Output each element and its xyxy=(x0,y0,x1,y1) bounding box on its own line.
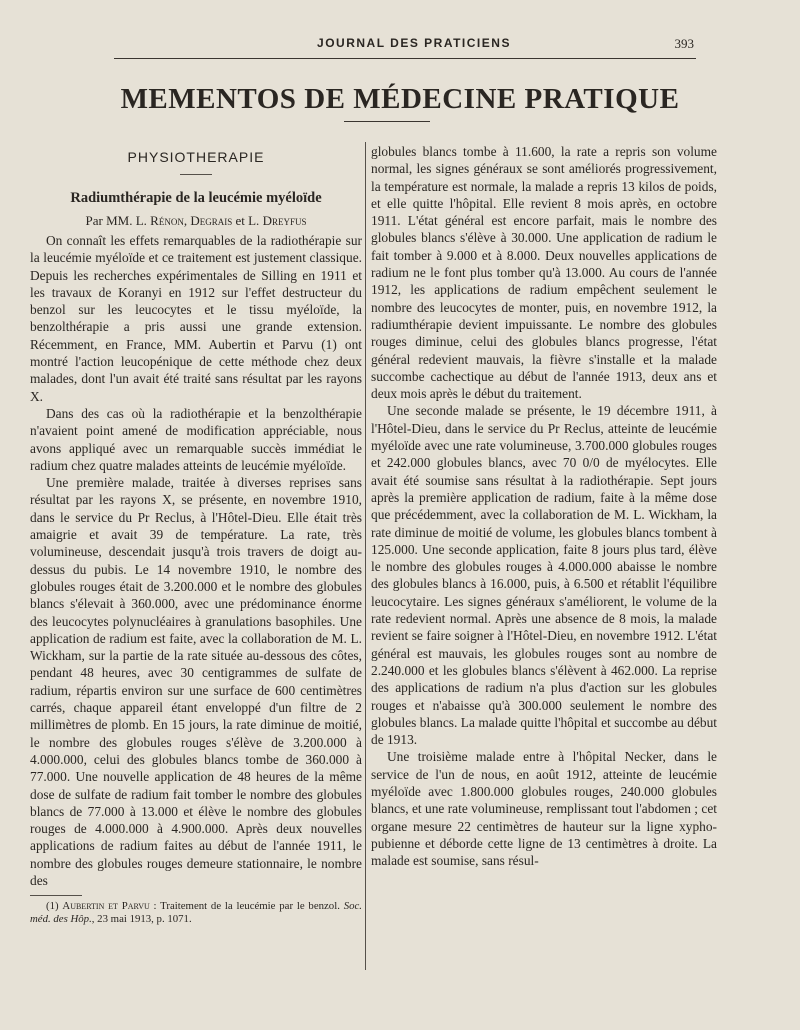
paragraph: Une seconde malade se présente, le 19 décembre 1911, à l'Hôtel-Dieu, dans le service du Pr Reclus, atteinte de leucémie myéloïde avec une rate volumineuse, 3.700.000 globules rouges et 242.000 globules blancs, avec 70 0/0 de myélocytes. Elle avait été soumise sans résultat à la radiothérapie. Sept jours après la première application de radium, faite à la même dose que précédemment, avec la collaboration de M. L. Wickham, la rate diminue de moitié de volume, les globules blancs tombent à 125.000. Une seconde application, faite 8 jours plus tard, élève le nombre des globules rouges à 4.000.000 abaisse le nombre des globules blancs à 16.000, puis, à 6.500 et rétablit l'équilibre leucocytaire. Les signes généraux s'améliorent, le volume de la rate redevient normal. Après une absence de 8 mois, la malade revient se faire soigner à l'Hôtel-Dieu, en novembre 1912. L'état général est mauvais, les globules rouges sont au nombre de 2.240.000 et les globules blancs s'élèvent à 462.000. La reprise des applications de radium n'a plus d'action sur les globules rouges et n'abaisse qu'à 300.000 seulement le nombre des globules blancs. La malade quitte l'hôpital et succombe au début de 1913. xyxy=(371,403,717,748)
footnote xyxy=(30,900,362,926)
footnote-marker: (1) xyxy=(46,900,63,913)
footnote-text: : Traitement de la leucémie par le benzol. xyxy=(149,900,344,913)
author-name: Degrais xyxy=(190,213,233,228)
title-rule xyxy=(344,121,430,122)
footnote-reference: , 23 mai 1913, p. 1071. xyxy=(91,913,192,926)
author-name: Rénon xyxy=(150,213,184,228)
paragraph: On connaît les effets remarquables de la radiothérapie sur la leucémie myéloïde et ce traitement est justement classique. Depuis les recherches expérimentales de Silling en 1911 et les travaux de Koranyi en 1912 sur l'effet destructeur du benzol sur les leucocytes et le tissu myéloïde, la benzolthérapie a pris aussi une grande extension. Récemment, en France, MM. Aubertin et Parvu (1) ont montré l'action leucopénique de cette méthode chez deux malades, dont l'un avait été traité sans résultat par les rayons X. xyxy=(30,233,362,404)
main-title: MEMENTOS DE MÉDECINE PRATIQUE xyxy=(120,83,680,115)
left-column xyxy=(30,145,362,926)
authors-separator: et L. xyxy=(232,213,263,228)
section-heading: PHYSIOTHERAPIE xyxy=(127,149,265,165)
column-divider xyxy=(365,142,366,970)
article-authors xyxy=(30,212,362,229)
paragraph: globules blancs tombe à 11.600, la rate a repris son volume normal, les signes généraux se sont améliorés progressivement, la température est normale, la malade a repris 13 kilos de poids, et elle quitte l'hôpital. Elle revient 8 mois après, en octobre 1911. L'état général est encore parfait, mais le nombre des globules blancs s'élève à 30.000. Une application de radium le fait tomber à 9.000 et à 8.000. Deux nouvelles applications de radium ne le font plus tomber qu'à 13.000. Au cours de l'année 1912, les applications de radium empêchent seulement le nombre des leucocytes de monter, puis, en novembre 1912, la radiumthérapie devient impuissante. Le nombre des globules rouges diminue, celui des globules blancs progresse, l'état général redevient mauvais, la fièvre s'installe et la malade succombe cachectique au début de l'année 1913, deux ans et deux mois après le début du traitement. xyxy=(371,144,717,402)
paragraph: Une première malade, traitée à diverses reprises sans résultat par les rayons X, se présente, en novembre 1910, dans le service du Pr Reclus, à l'Hôtel-Dieu. Elle était très amaigrie et avait 39 de température. La rate, très volumineuse, descendait jusqu'à trois travers de doigt au-dessus du pubis. Le 14 novembre 1910, le nombre des globules rouges était de 3.200.000 et le nombre des globules blancs s'élevait à 360.000, avec une prédominance énorme des leucocytes polynucléaires à granulations basophiles. Une application de radium est faite, avec la collaboration de M. L. Wickham, sur la partie de la rate située au-dessous des côtes, pendant 48 heures, avec 30 centigrammes de sulfate de radium, répartis environ sur une surface de 600 centimètres carrés, chaque appareil étant enveloppé d'un filtre de 2 millimètres de plomb. En 15 jours, la rate diminue de moitié, le nombre des globules rouges s'élève de 3.200.000 à 4.000.000, celui des globules blancs tombe de 360.000 à 77.000. Une nouvelle application de 48 heures de la même dose de sulfate de radium fait tomber le nombre des globules blancs de 77.000 à 13.000 et élève le nombre des globules rouges de 4.000.000 à 4.900.000. Après deux nouvelles applications de radium faites au début de l'année 1911, le nombre des globules rouges demeure stationnaire, le nombre des xyxy=(30,475,362,888)
journal-title: JOURNAL DES PRATICIENS xyxy=(317,36,511,50)
article-title: Radiumthérapie de la leucémie myéloïde xyxy=(70,190,322,206)
header-rule xyxy=(114,58,696,59)
paragraph: Dans des cas où la radiothérapie et la benzolthérapie n'avaient point amené de modification appréciable, nous avons appliqué avec un remarquable succès immédiat le radium chez quatre malades atteints de leucémie myéloïde. xyxy=(30,405,362,473)
authors-separator: , xyxy=(183,213,191,228)
footnote-rule xyxy=(30,895,82,896)
page-number: 393 xyxy=(674,36,694,51)
footnote-journal: Soc. méd. des Hôp. xyxy=(30,900,362,926)
author-name: Dreyfus xyxy=(262,213,307,228)
authors-prefix: Par MM. L. xyxy=(85,213,151,228)
section-rule xyxy=(180,174,212,175)
right-column xyxy=(371,143,717,869)
paragraph: Une troisième malade entre à l'hôpital Necker, dans le service de l'un de nous, en août 1912, atteinte de leucémie myéloïde avec 1.800.000 globules rouges, 240.000 globules blancs, et une rate volumineuse, remplissant tout l'abdomen ; cet organe mesure 22 centimètres de hauteur sur la ligne xypho-pubienne et déborde cette ligne de 13 centimètres à droite. La malade est soumise, sans résul- xyxy=(371,749,717,869)
running-header xyxy=(134,36,694,52)
footnote-authors: Aubertin et Parvu xyxy=(62,900,150,913)
